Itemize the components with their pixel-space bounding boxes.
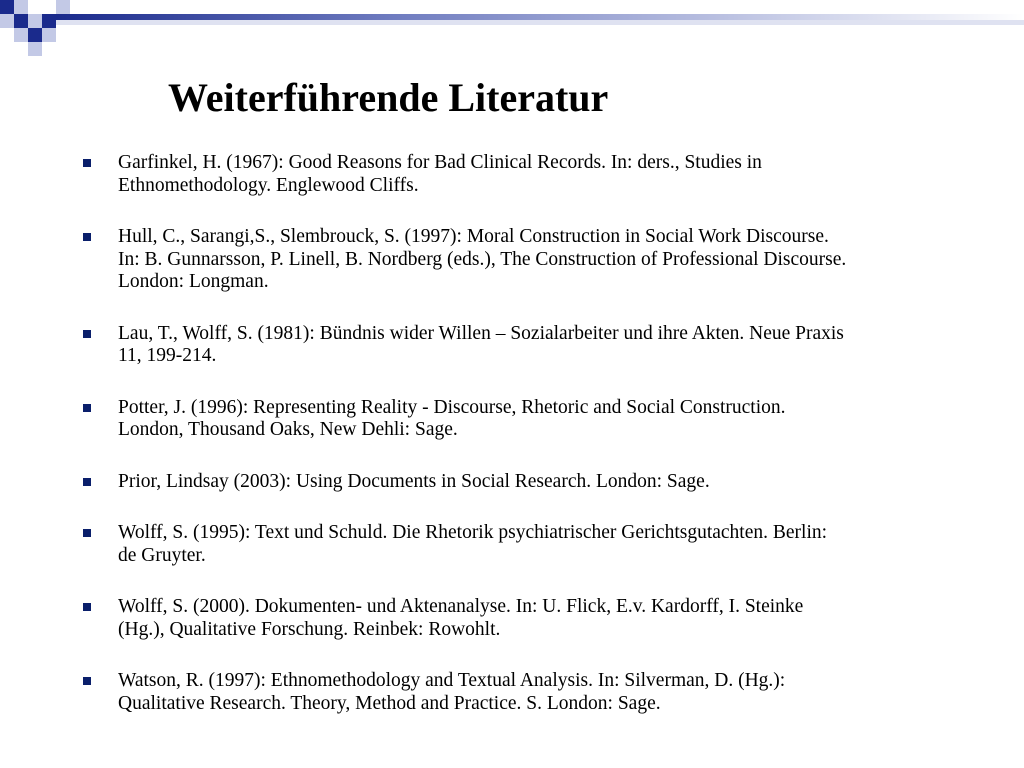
reference-line: London: Longman. — [118, 271, 269, 292]
reference-item — [78, 670, 998, 715]
reference-line: Qualitative Research. Theory, Method and Practice. S. London: Sage. — [118, 692, 661, 714]
reference-line: In: B. Gunnarsson, P. Linell, B. Nordberg (eds.), The Construction of Professional Discourse. — [118, 248, 847, 270]
reference-line: Wolff, S. (1995): Text und Schuld. Die Rhetorik psychiatrischer Gerichtsgutachten. Berlin: — [118, 522, 828, 543]
reference-line: Prior, Lindsay (2003): Using Documents in Social Research. London: Sage. — [118, 470, 710, 492]
reference-item — [78, 323, 998, 368]
reference-line: (Hg.), Qualitative Forschung. Reinbek: Rowohlt. — [118, 618, 501, 640]
reference-line: Wolff, S. (2000). Dokumenten- und Aktenanalyse. In: U. Flick, E.v. Kardorff, I. Steinke — [118, 596, 804, 617]
square-bullet-icon — [83, 233, 91, 241]
reference-item — [78, 522, 998, 567]
slide-title: Weiterführende Literatur — [168, 75, 609, 120]
reference-line: Ethnomethodology. Englewood Cliffs. — [118, 174, 419, 196]
reference-line: Garfinkel, H. (1967): Good Reasons for Bad Clinical Records. In: ders., Studies in — [118, 152, 762, 173]
square-bullet-icon — [83, 529, 91, 537]
decorative-squares-graphic — [0, 0, 1024, 60]
reference-item — [78, 397, 998, 442]
reference-line: Lau, T., Wolff, S. (1981): Bündnis wider Willen – Sozialarbeiter und ihre Akten. Neue Praxis — [118, 322, 844, 344]
reference-line: Hull, C., Sarangi,S., Slembrouck, S. (1997): Moral Construction in Social Work Discourse. — [118, 226, 829, 247]
square-bullet-icon — [83, 159, 91, 167]
corner-decoration — [0, 0, 1024, 60]
reference-item — [78, 596, 998, 641]
reference-line: London, Thousand Oaks, New Dehli: Sage. — [118, 419, 458, 440]
square-bullet-icon — [83, 330, 91, 338]
reference-line: de Gruyter. — [118, 544, 206, 566]
square-bullet-icon — [83, 603, 91, 611]
square-bullet-icon — [83, 677, 91, 685]
reference-item — [78, 471, 998, 494]
reference-list — [78, 152, 998, 715]
reference-line: Watson, R. (1997): Ethnomethodology and Textual Analysis. In: Silverman, D. (Hg.): — [118, 670, 786, 691]
reference-item — [78, 152, 998, 197]
square-bullet-icon — [83, 478, 91, 486]
square-bullet-icon — [83, 404, 91, 412]
reference-item — [78, 226, 998, 294]
reference-line: Potter, J. (1996): Representing Reality - Discourse, Rhetoric and Social Construction. — [118, 396, 786, 418]
reference-line: 11, 199-214. — [118, 345, 217, 366]
